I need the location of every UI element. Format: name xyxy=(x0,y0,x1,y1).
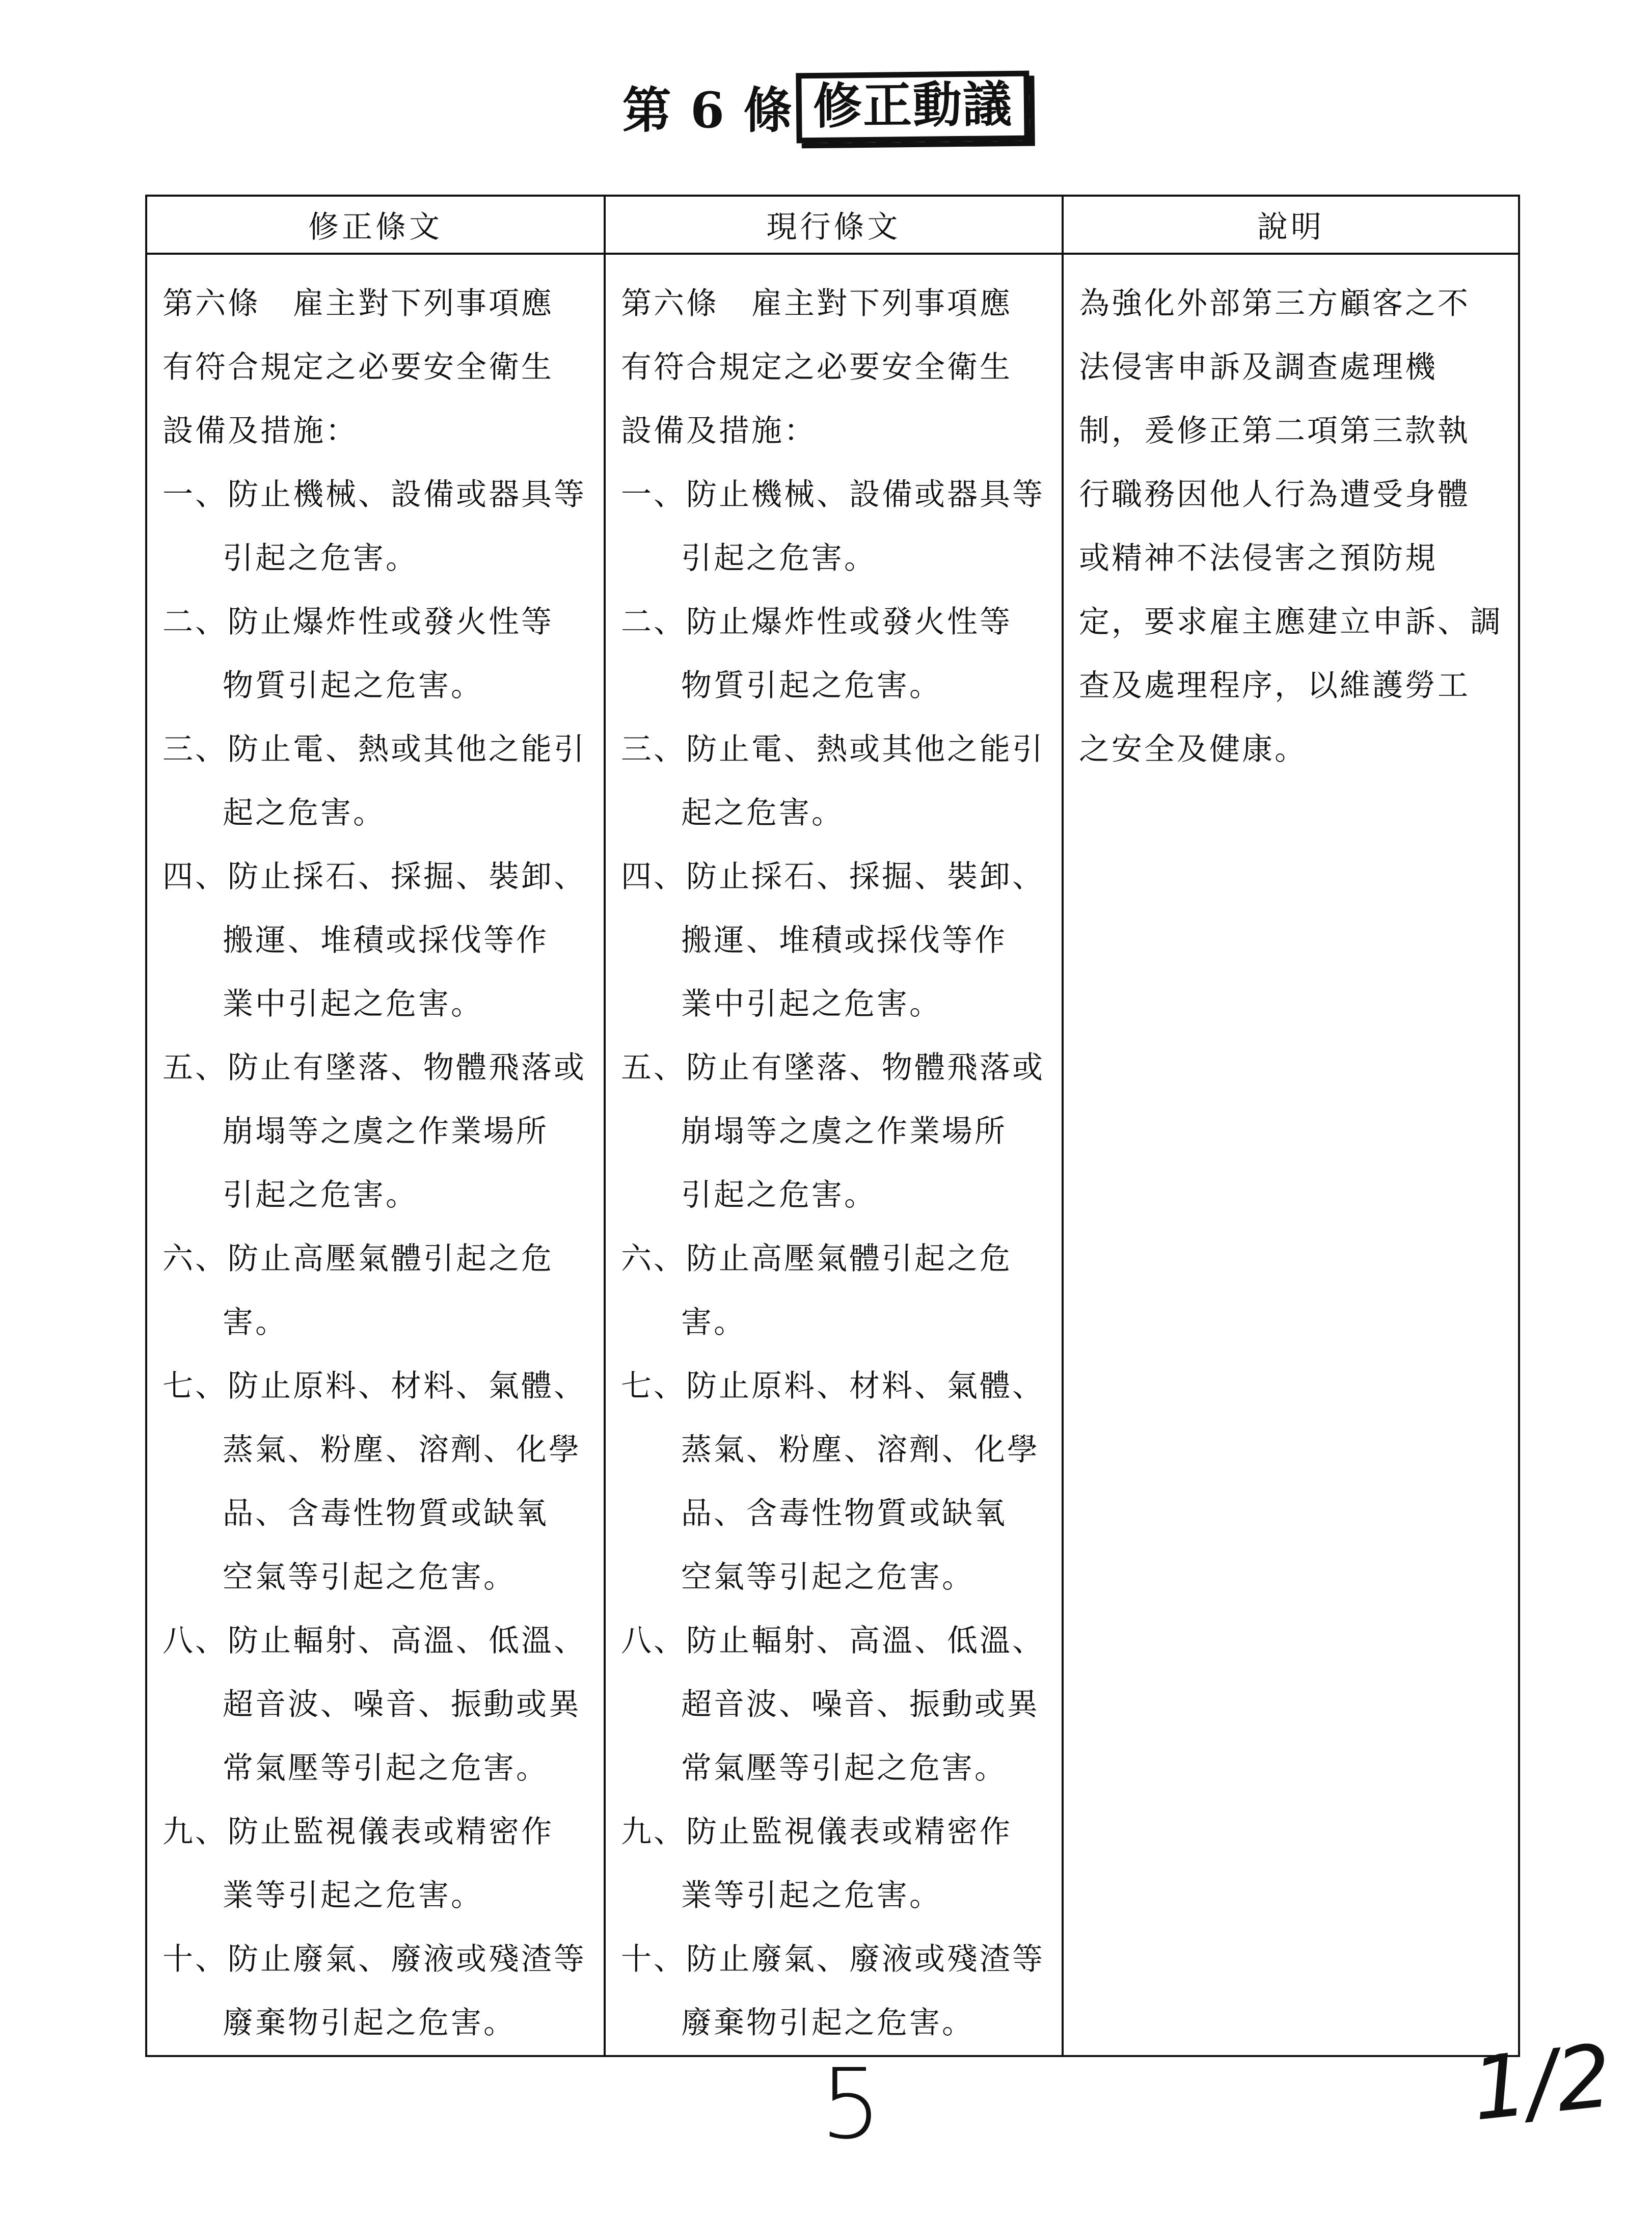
list-item-continuation: 蒸氣、粉塵、溶劑、化學 xyxy=(681,1432,1040,1468)
list-item-first-line: 十、防止廢氣、廢液或殘渣等 xyxy=(163,1941,586,1977)
list-item xyxy=(621,718,1050,845)
list-item-first-line: 八、防止輻射、高溫、低溫、 xyxy=(163,1623,586,1659)
list-item xyxy=(163,463,592,590)
table-header-row xyxy=(146,196,1519,254)
explanation-line: 查及處理程序，以維護勞工 xyxy=(1079,668,1470,704)
explanation-line: 為強化外部第三方顧客之不 xyxy=(1079,286,1470,321)
title-article-number: 第 6 條 xyxy=(622,82,794,140)
page-title xyxy=(622,72,1030,142)
list-item xyxy=(163,1800,592,1928)
list-item xyxy=(621,1609,1050,1800)
list-item-first-line: 十、防止廢氣、廢液或殘渣等 xyxy=(621,1941,1045,1977)
list-item-continuation: 廢棄物引起之危害。 xyxy=(223,2005,516,2041)
list-item-first-line: 四、防止採石、採掘、裝卸、 xyxy=(621,859,1045,895)
list-item xyxy=(163,1227,592,1355)
amended-article xyxy=(147,255,604,2055)
page-number: 5 xyxy=(820,2048,882,2160)
article-intro-line: 第六條 雇主對下列事項應 xyxy=(163,286,554,321)
list-item-continuation: 空氣等引起之危害。 xyxy=(223,1559,516,1595)
list-item xyxy=(163,590,592,718)
list-item-first-line: 三、防止電、熱或其他之能引 xyxy=(621,732,1045,767)
list-item xyxy=(163,1928,592,2055)
list-item-first-line: 四、防止採石、採掘、裝卸、 xyxy=(163,859,586,895)
list-item xyxy=(163,1036,592,1227)
explanation-cell xyxy=(1063,254,1519,2056)
list-item-first-line: 六、防止高壓氣體引起之危 xyxy=(621,1241,1012,1277)
header-current-text: 現行條文 xyxy=(605,196,1063,254)
list-item-continuation: 引起之危害。 xyxy=(681,541,877,576)
list-item-first-line: 六、防止高壓氣體引起之危 xyxy=(163,1241,554,1277)
header-amended-text: 修正條文 xyxy=(146,196,605,254)
list-item-continuation: 起之危害。 xyxy=(223,795,386,831)
current-text-cell xyxy=(605,254,1063,2056)
list-item-continuation: 引起之危害。 xyxy=(223,1177,418,1213)
current-article xyxy=(606,255,1062,2055)
list-item xyxy=(621,845,1050,1036)
list-item xyxy=(621,1800,1050,1928)
list-item-continuation: 害。 xyxy=(681,1305,746,1340)
list-item-continuation: 崩塌等之虞之作業場所 xyxy=(223,1114,549,1149)
list-item-continuation: 廢棄物引起之危害。 xyxy=(681,2005,974,2041)
explanation-line: 或精神不法侵害之預防規 xyxy=(1079,541,1438,576)
list-item-continuation: 品、含毒性物質或缺氧 xyxy=(223,1496,549,1531)
article-intro-line: 設備及措施： xyxy=(163,413,358,449)
amendment-motion-stamp: 修正動議 xyxy=(796,70,1030,143)
explanation-line: 之安全及健康。 xyxy=(1079,732,1307,767)
list-item-continuation: 常氣壓等引起之危害。 xyxy=(681,1750,1007,1786)
list-item xyxy=(163,718,592,845)
header-explanation: 說明 xyxy=(1063,196,1519,254)
list-item xyxy=(621,1928,1050,2055)
article-intro-line: 第六條 雇主對下列事項應 xyxy=(621,286,1012,321)
list-item-first-line: 一、防止機械、設備或器具等 xyxy=(621,477,1045,512)
list-item-continuation: 害。 xyxy=(223,1305,288,1340)
list-item xyxy=(163,845,592,1036)
article-intro-line: 有符合規定之必要安全衛生 xyxy=(621,349,1012,385)
list-item-first-line: 九、防止監視儀表或精密作 xyxy=(621,1814,1012,1850)
list-item-continuation: 超音波、噪音、振動或異 xyxy=(223,1687,581,1722)
explanation-line: 制，爰修正第二項第三款執 xyxy=(1079,413,1470,449)
list-item-continuation: 物質引起之危害。 xyxy=(681,668,942,704)
list-item-continuation: 業中引起之危害。 xyxy=(223,986,483,1022)
list-item-continuation: 起之危害。 xyxy=(681,795,844,831)
title-area xyxy=(0,66,1652,148)
list-item-continuation: 品、含毒性物質或缺氧 xyxy=(681,1496,1007,1531)
list-item xyxy=(163,1355,592,1609)
list-item-continuation: 蒸氣、粉塵、溶劑、化學 xyxy=(223,1432,581,1468)
list-item xyxy=(621,1355,1050,1609)
list-item xyxy=(621,1227,1050,1355)
list-item xyxy=(621,1036,1050,1227)
list-item-continuation: 業中引起之危害。 xyxy=(681,986,942,1022)
list-item-first-line: 七、防止原料、材料、氣體、 xyxy=(163,1368,586,1404)
explanation-line: 定，要求雇主應建立申訴、調 xyxy=(1079,604,1503,640)
list-item-continuation: 業等引起之危害。 xyxy=(681,1878,942,1913)
list-item-continuation: 引起之危害。 xyxy=(681,1177,877,1213)
list-item-continuation: 崩塌等之虞之作業場所 xyxy=(681,1114,1007,1149)
list-item-continuation: 物質引起之危害。 xyxy=(223,668,483,704)
list-item-first-line: 八、防止輻射、高溫、低溫、 xyxy=(621,1623,1045,1659)
list-item xyxy=(621,590,1050,718)
list-item-continuation: 搬運、堆積或採伐等作 xyxy=(223,923,549,958)
list-item-first-line: 九、防止監視儀表或精密作 xyxy=(163,1814,554,1850)
list-item-continuation: 超音波、噪音、振動或異 xyxy=(681,1687,1040,1722)
list-item-first-line: 二、防止爆炸性或發火性等 xyxy=(163,604,554,640)
list-item-continuation: 常氣壓等引起之危害。 xyxy=(223,1750,549,1786)
list-item-first-line: 五、防止有墜落、物體飛落或 xyxy=(621,1050,1045,1086)
page-fraction: 1/2 xyxy=(1467,2025,1617,2141)
table-body-row xyxy=(146,254,1519,2056)
list-item-first-line: 七、防止原料、材料、氣體、 xyxy=(621,1368,1045,1404)
list-item-continuation: 空氣等引起之危害。 xyxy=(681,1559,974,1595)
comparison-table xyxy=(145,195,1520,2057)
list-item-continuation: 搬運、堆積或採伐等作 xyxy=(681,923,1007,958)
list-item-first-line: 五、防止有墜落、物體飛落或 xyxy=(163,1050,586,1086)
list-item-first-line: 一、防止機械、設備或器具等 xyxy=(163,477,586,512)
list-item-continuation: 引起之危害。 xyxy=(223,541,418,576)
explanation-text xyxy=(1064,255,1518,781)
explanation-line: 法侵害申訴及調查處理機 xyxy=(1079,349,1438,385)
list-item xyxy=(621,463,1050,590)
article-intro-line: 設備及措施： xyxy=(621,413,817,449)
list-item xyxy=(163,1609,592,1800)
amended-text-cell xyxy=(146,254,605,2056)
list-item-continuation: 業等引起之危害。 xyxy=(223,1878,483,1913)
article-intro-line: 有符合規定之必要安全衛生 xyxy=(163,349,554,385)
list-item-first-line: 三、防止電、熱或其他之能引 xyxy=(163,732,586,767)
list-item-first-line: 二、防止爆炸性或發火性等 xyxy=(621,604,1012,640)
explanation-line: 行職務因他人行為遭受身體 xyxy=(1079,477,1470,512)
